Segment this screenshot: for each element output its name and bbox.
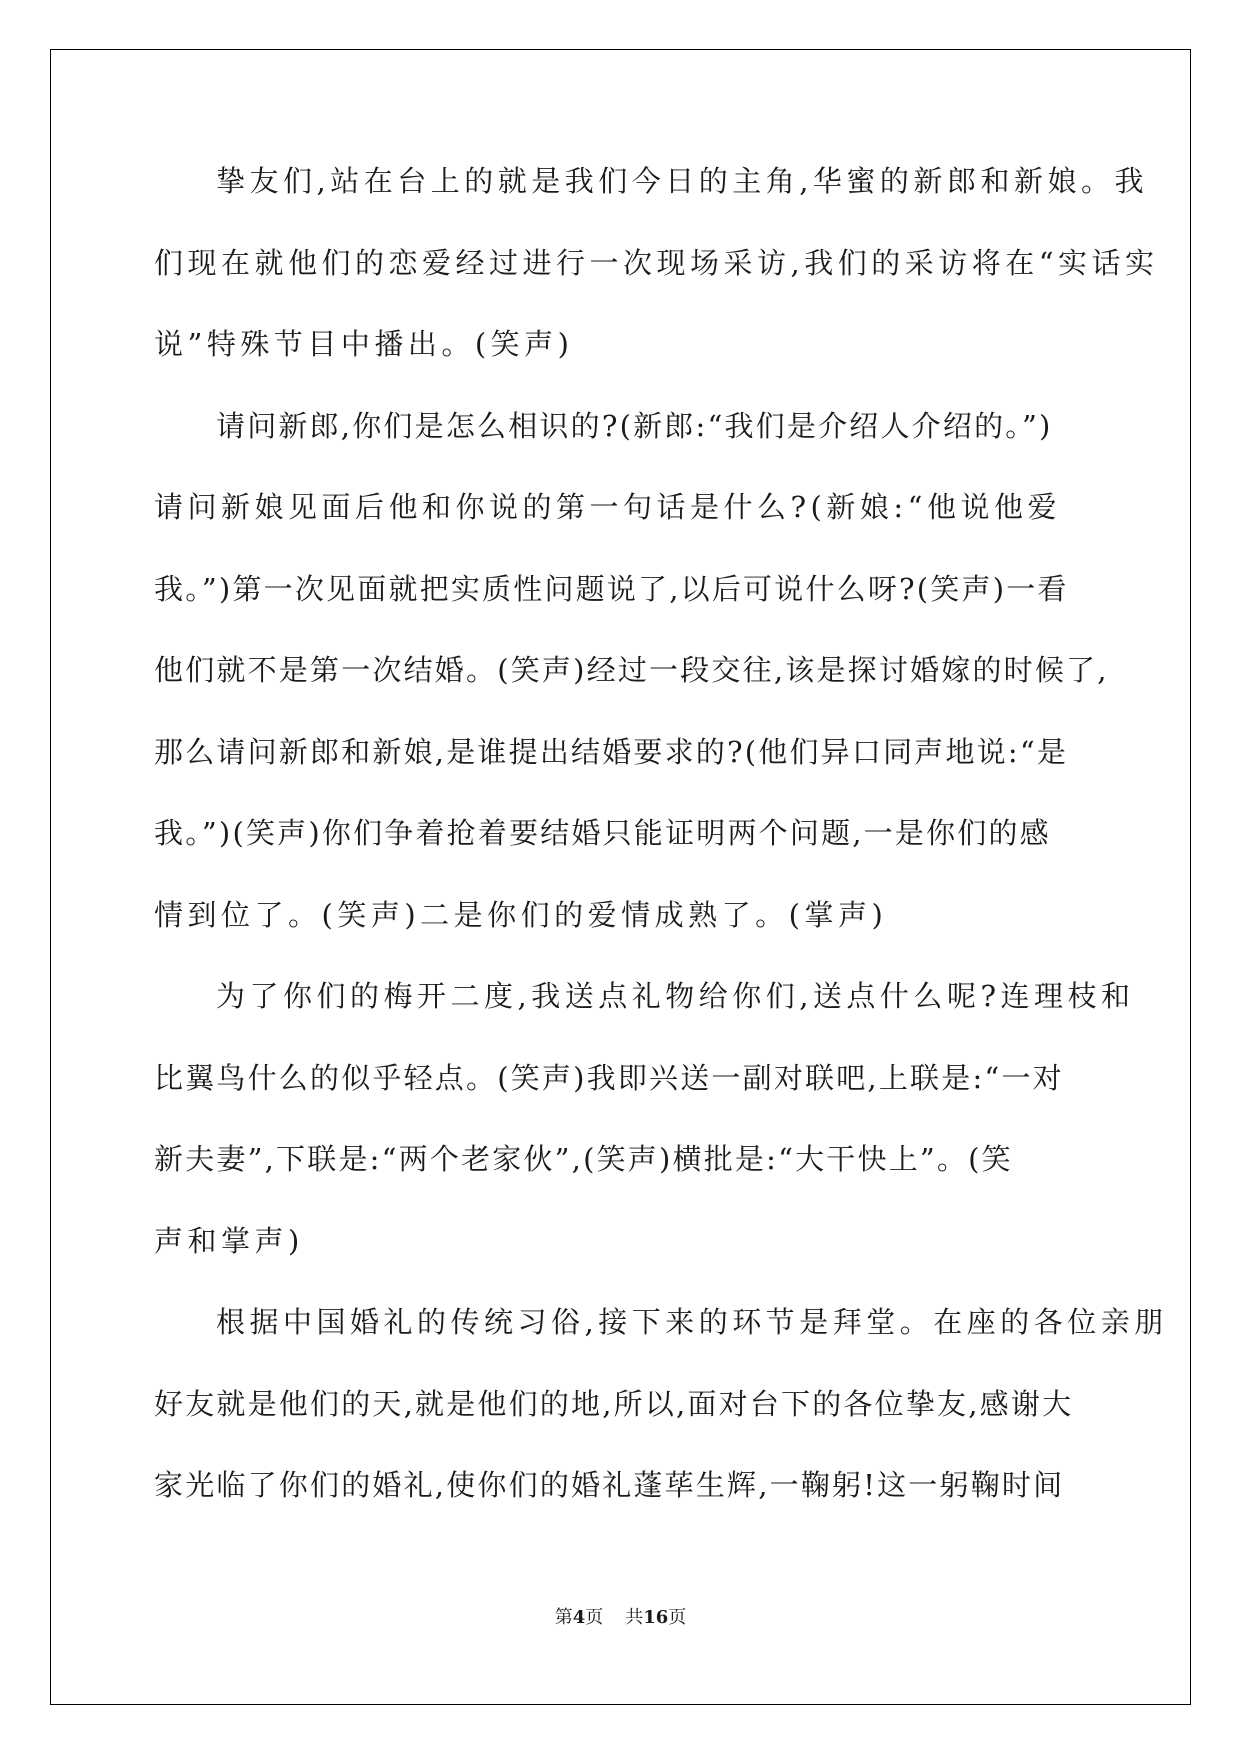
paragraph-line: 声和掌声) xyxy=(154,1223,304,1258)
paragraph-line: 们现在就他们的恋爱经过进行一次现场采访,我们的采访将在“实话实 xyxy=(154,245,1159,280)
paragraph-line: 他们就不是第一次结婚。(笑声)经过一段交往,该是探讨婚嫁的时候了, xyxy=(154,653,1109,687)
paragraph-line: 挚友们,站在台上的就是我们今日的主角,华蜜的新郎和新娘。我 xyxy=(216,164,1148,198)
page-prefix: 第 xyxy=(554,1607,573,1628)
paragraph-line: 我。”)(笑声)你们争着抢着要结婚只能证明两个问题,一是你们的感 xyxy=(154,816,1051,850)
paragraph-line: 根据中国婚礼的传统习俗,接下来的环节是拜堂。在座的各位亲朋 xyxy=(216,1305,1168,1339)
paragraph-line: 新夫妻”,下联是:“两个老家伙”,(笑声)横批是:“大干快上”。(笑 xyxy=(154,1142,1013,1176)
paragraph-line: 请问新娘见面后他和你说的第一句话是什么?(新娘:“他说他爱 xyxy=(154,490,1061,524)
total-prefix: 共 xyxy=(625,1607,644,1628)
paragraph-line: 情到位了。(笑声)二是你们的爱情成熟了。(掌声) xyxy=(154,897,888,932)
paragraph-line: 比翼鸟什么的似乎轻点。(笑声)我即兴送一副对联吧,上联是:“一对 xyxy=(154,1060,1064,1095)
paragraph-line: 家光临了你们的婚礼,使你们的婚礼蓬荜生辉,一鞠躬!这一躬鞠时间 xyxy=(154,1468,1065,1502)
page-footer xyxy=(0,1603,1241,1629)
page-total: 16 xyxy=(643,1607,669,1628)
page-current: 4 xyxy=(572,1607,586,1628)
paragraph-line: 请问新郎,你们是怎么相识的?(新郎:“我们是介绍人介绍的。”) xyxy=(216,408,1053,443)
paragraph-line: 说”特殊节目中播出。(笑声) xyxy=(154,327,574,361)
paragraph-line: 为了你们的梅开二度,我送点礼物给你们,送点什么呢?连理枝和 xyxy=(216,979,1135,1013)
paragraph-line: 那么请问新郎和新娘,是谁提出结婚要求的?(他们异口同声地说:“是 xyxy=(154,734,1069,769)
document-body xyxy=(154,161,1168,1547)
paragraph-line: 我。”)第一次见面就把实质性问题说了,以后可说什么呀?(笑声)一看 xyxy=(154,571,1069,606)
paragraph-line: 好友就是他们的天,就是他们的地,所以,面对台下的各位挚友,感谢大 xyxy=(154,1386,1074,1421)
total-suffix: 页 xyxy=(668,1607,687,1628)
page-suffix: 页 xyxy=(585,1607,604,1628)
